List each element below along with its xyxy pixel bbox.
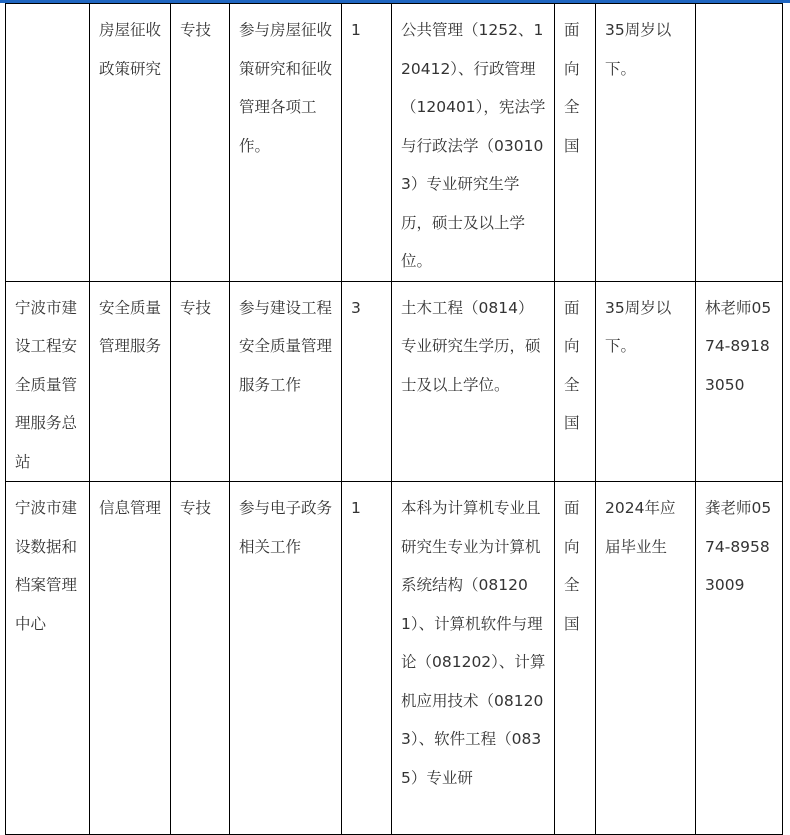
cell-requirements: 本科为计算机专业且研究生专业为计算机系统结构（081201）、计算机软件与理论（081202）、计算机应用技术（081203）、软件工程（0835）专业研: [392, 482, 555, 835]
cell-count: 1: [342, 482, 392, 835]
cell-position: 安全质量管理服务: [90, 281, 171, 482]
cell-category: 专技: [171, 4, 230, 282]
cell-unit: 宁波市建设工程安全质量管理服务总站: [6, 281, 90, 482]
cell-scope: 面向全国: [555, 482, 596, 835]
cell-other: 35周岁以下。: [596, 281, 696, 482]
cell-other: 2024年应届毕业生: [596, 482, 696, 835]
recruitment-table: [5, 3, 783, 835]
table-row: [6, 4, 783, 282]
cell-duties: 参与电子政务相关工作: [230, 482, 342, 835]
cell-contact: 龚老师0574-89583009: [696, 482, 783, 835]
cell-count: 3: [342, 281, 392, 482]
cell-category: 专技: [171, 281, 230, 482]
cell-position: 房屋征收政策研究: [90, 4, 171, 282]
cell-scope: 面向全国: [555, 4, 596, 282]
cell-duties: 参与建设工程安全质量管理服务工作: [230, 281, 342, 482]
cell-count: 1: [342, 4, 392, 282]
cell-unit: [6, 4, 90, 282]
cell-category: 专技: [171, 482, 230, 835]
cell-scope: 面向全国: [555, 281, 596, 482]
table-row: [6, 482, 783, 835]
cell-unit: 宁波市建设数据和档案管理中心: [6, 482, 90, 835]
cell-other: 35周岁以下。: [596, 4, 696, 282]
cell-requirements: 土木工程（0814）专业研究生学历，硕士及以上学位。: [392, 281, 555, 482]
cell-contact: [696, 4, 783, 282]
table-row: [6, 281, 783, 482]
cell-contact: 林老师0574-89183050: [696, 281, 783, 482]
cell-requirements: 公共管理（1252、120412）、行政管理（120401），宪法学与行政法学（030103）专业研究生学历，硕士及以上学位。: [392, 4, 555, 282]
cell-position: 信息管理: [90, 482, 171, 835]
cell-duties: 参与房屋征收策研究和征收管理各项工作。: [230, 4, 342, 282]
